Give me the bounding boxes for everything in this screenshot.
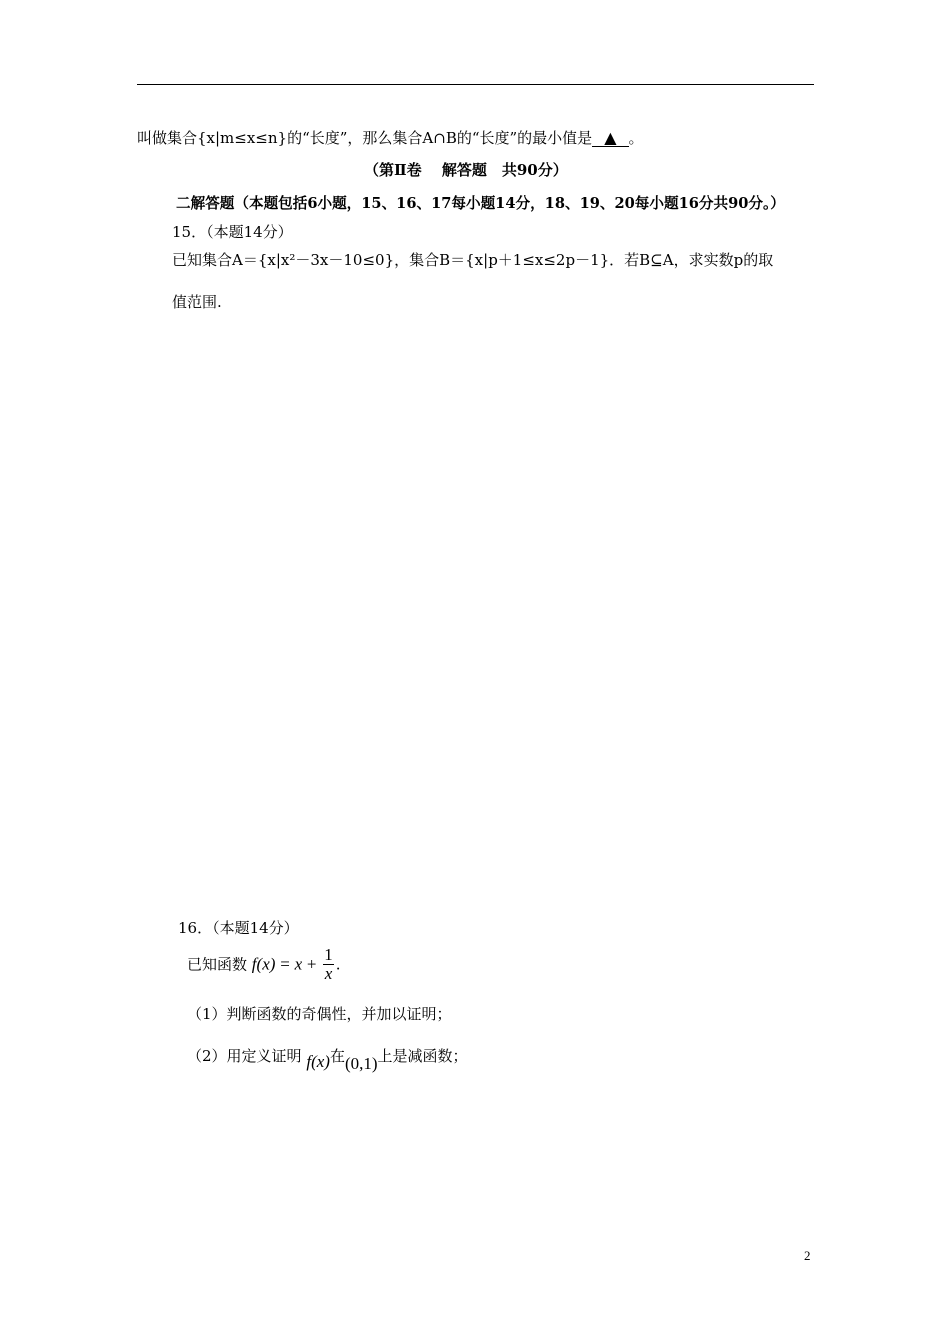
q16-fraction-denominator: x (324, 964, 333, 983)
q16-fraction-numerator: 1 (324, 945, 333, 964)
q16-stem-suffix: . (335, 955, 341, 974)
answer-blank (592, 130, 628, 147)
q16-part2-mid: 在 (329, 1047, 345, 1065)
q14-tail-end: 。 (628, 129, 644, 147)
q16-part1: （1）判断函数的奇偶性，并加以证明； (187, 1005, 452, 1023)
page-number: 2 (804, 1248, 811, 1263)
header-rule (137, 84, 814, 85)
q16-stem (187, 946, 341, 990)
q15-stem-line1: 已知集合A＝{x|x²－3x－10≤0}，集合B＝{x|p＋1≤x≤2p－1}．若B⊆A，求实数p的取 (172, 251, 774, 269)
q16-part2-prefix: （2）用定义证明 (187, 1047, 302, 1065)
triangle-icon: ▲ (604, 128, 617, 147)
q16-part2-func-arg: (x) (311, 1052, 330, 1071)
section-header: 二解答题（本题包括6小题，15、16、17每小题14分，18、19、20每小题16分共90分。） (176, 195, 785, 212)
q16-equals: = (280, 954, 290, 974)
q14-tail-line (137, 128, 644, 148)
q16-part2 (187, 1040, 468, 1072)
q16-fraction (323, 946, 334, 983)
q16-plus: + (306, 954, 317, 974)
q16-func-arg: (x) (256, 954, 276, 974)
q16-number: 16．（本题14分） (178, 919, 299, 937)
q16-part2-func-name: f (306, 1052, 312, 1071)
q16-func-name: f (251, 954, 257, 974)
q16-stem-prefix: 已知函数 (187, 955, 248, 974)
q14-tail-text: 叫做集合{x|m≤x≤n}的“长度”，那么集合A∩B的“长度”的最小值是 (137, 129, 593, 147)
q16-part2-suffix: 上是减函数； (377, 1047, 468, 1065)
q15-number: 15．（本题14分） (172, 223, 293, 241)
q16-x-term: x (294, 954, 303, 974)
q15-stem-line2: 值范围. (172, 293, 222, 311)
q16-part2-interval: (0,1) (344, 1054, 378, 1073)
part2-title: （第Ⅱ卷 解答题 共90分） (364, 161, 568, 179)
